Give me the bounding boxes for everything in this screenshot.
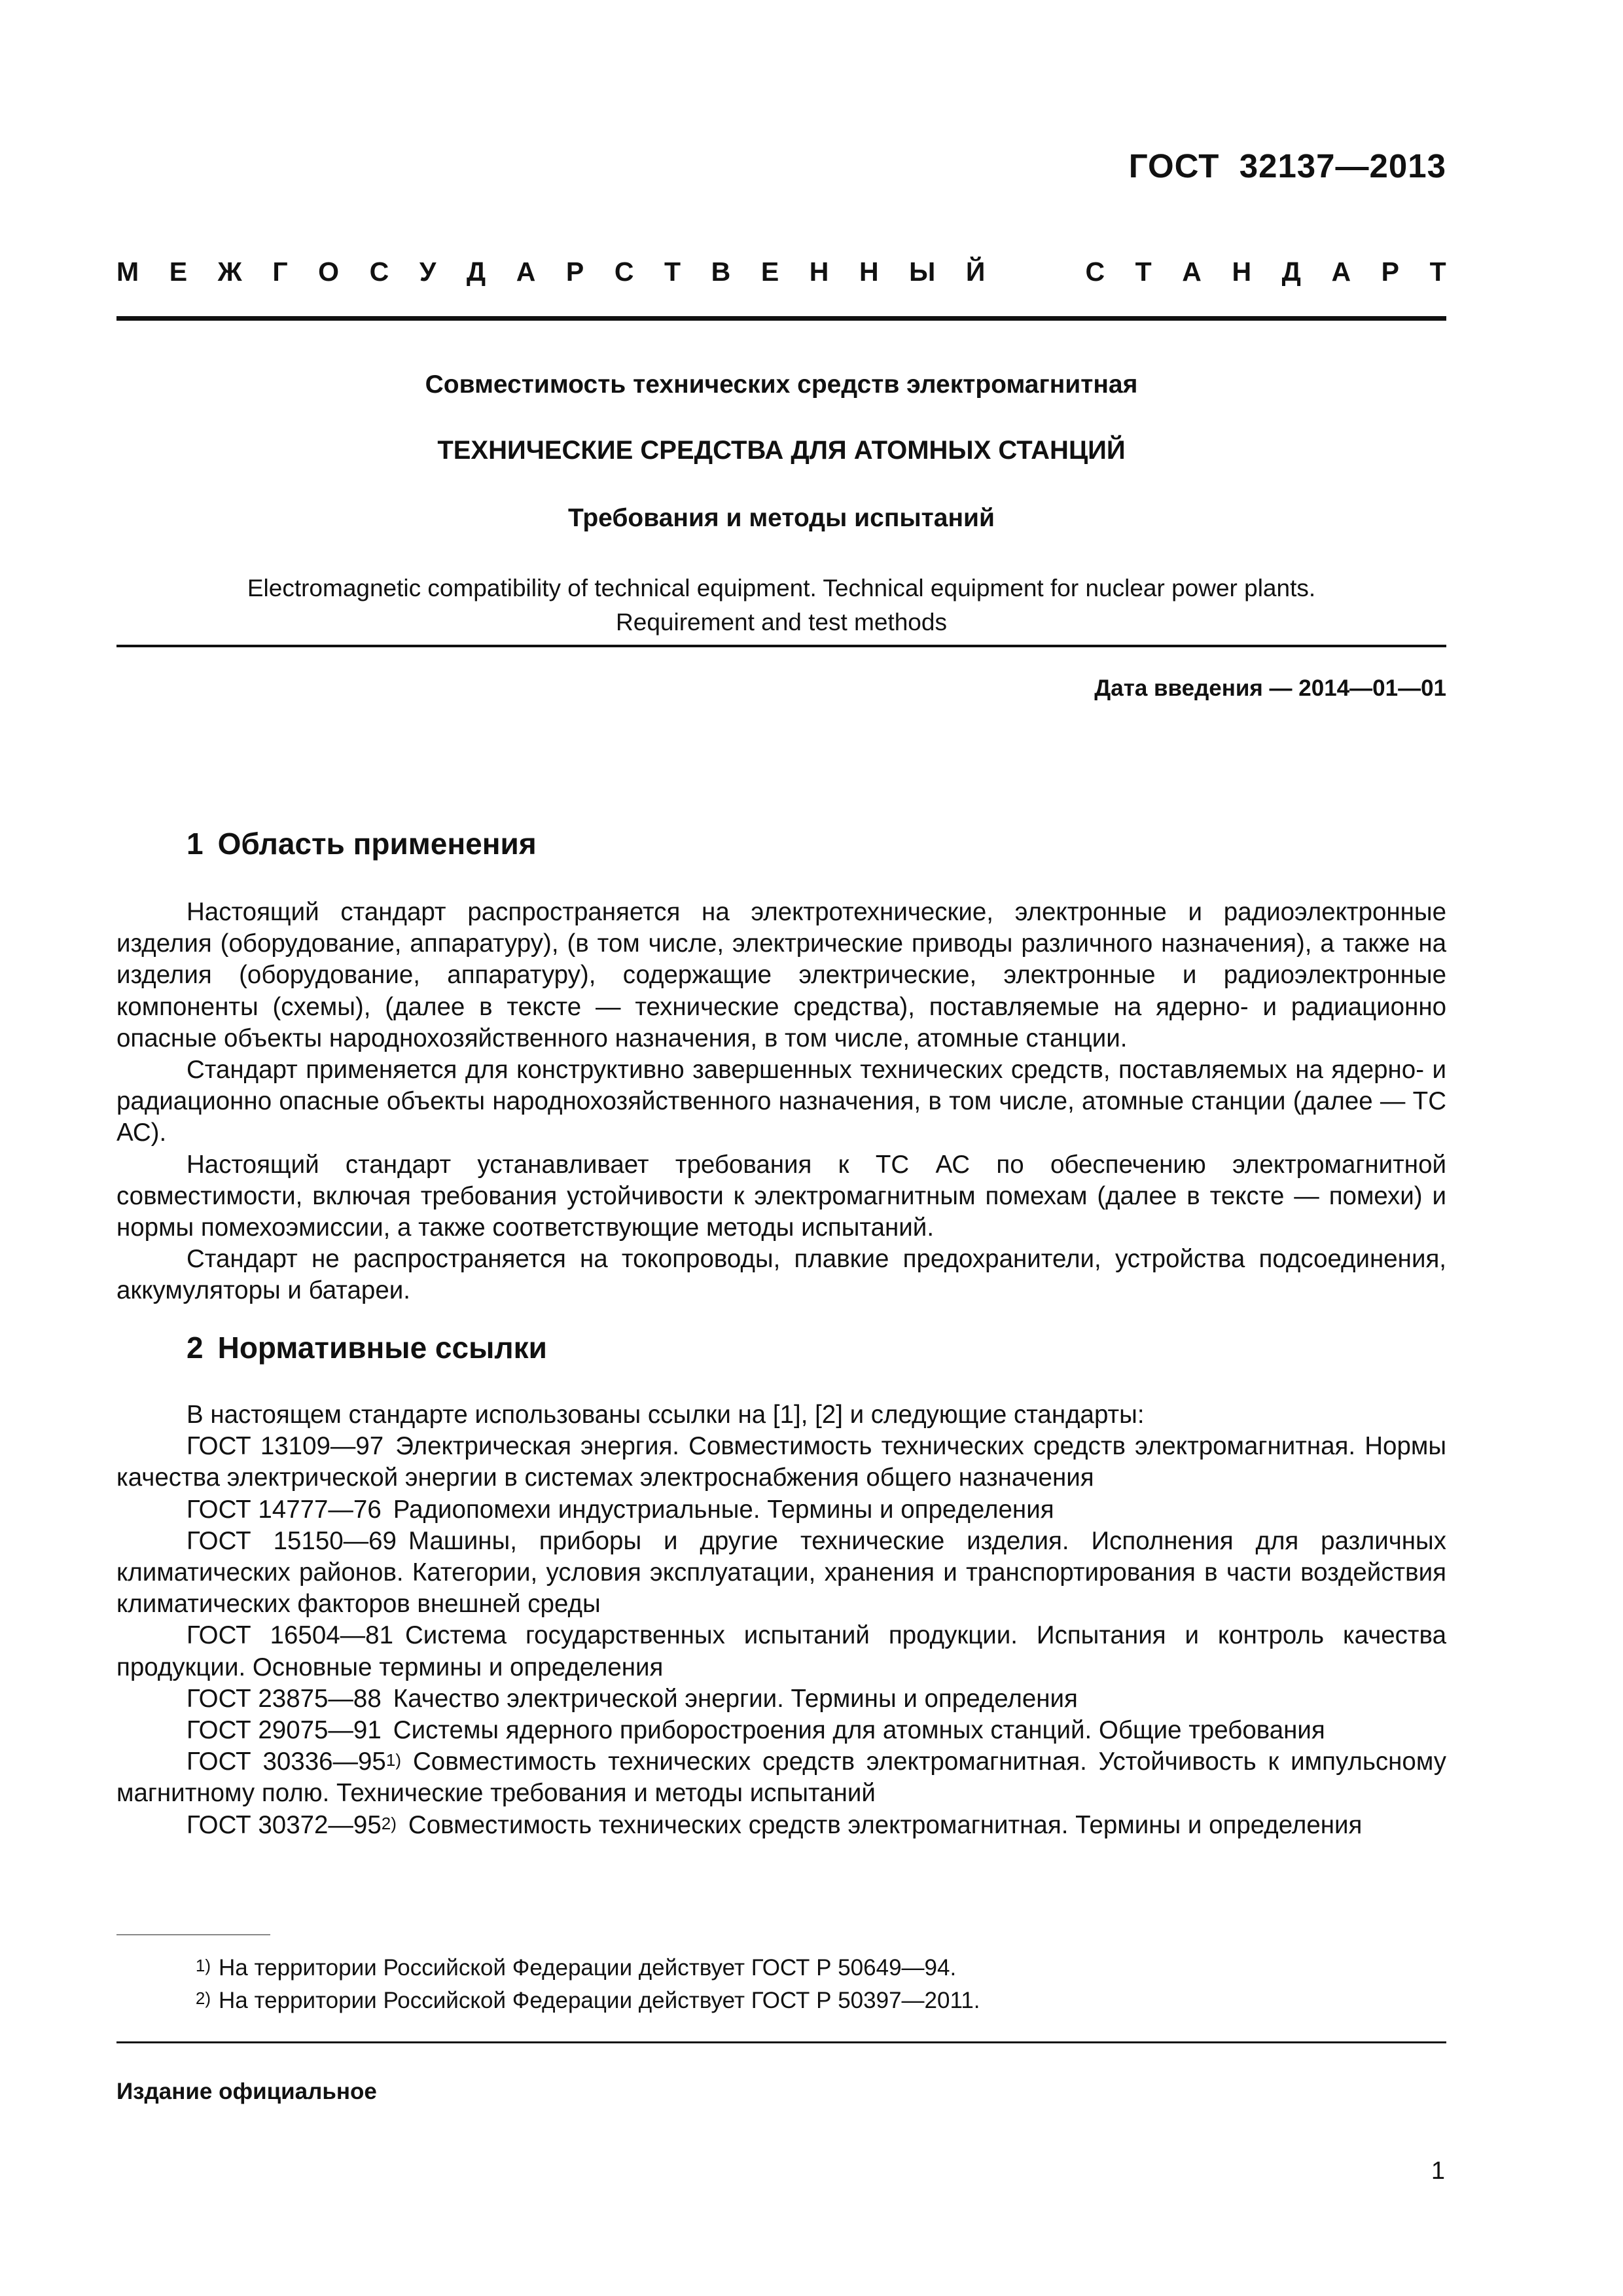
banner-letter: С	[614, 257, 634, 287]
banner-letter: А	[1331, 257, 1351, 287]
interstate-standard-banner	[116, 257, 1446, 287]
footnote-text: На территории Российской Федерации действует ГОСТ Р 50397—2011.	[219, 1988, 980, 2013]
banner-letter: Г	[272, 257, 288, 287]
reference-text: Качество электрической энергии. Термины и определения	[393, 1684, 1078, 1713]
paragraph: Стандарт не распространяется на токопроводы, плавкие предохранители, устройства подсоединения, аккумуляторы и батареи.	[116, 1245, 1446, 1305]
paragraph: Стандарт применяется для конструктивно завершенных технических средств, поставляемых на ядерно- и радиационно опасные объекты народнохозяйственного назначения, в том числе, атомные станции (далее — ТС АС).	[116, 1056, 1446, 1147]
reference-text: Машины, приборы и другие технические изделия. Исполнения для различных климатических районов. Категории, условия эксплуатации, хранения и транспортирования в части воздействия климатических факторов внешней среды	[116, 1526, 1446, 1619]
reference-code: ГОСТ 29075—91	[187, 1716, 382, 1745]
reference-item	[116, 1810, 1446, 1841]
section-2-number: 2	[187, 1331, 204, 1365]
banner-letter: В	[711, 257, 731, 287]
page-number: 1	[1431, 2157, 1445, 2185]
reference-item	[116, 1526, 1446, 1621]
references-intro: В настоящем стандарте использованы ссылки на [1], [2] и следующие стандарты:	[187, 1401, 1145, 1429]
banner-letter: Е	[760, 257, 779, 287]
footnote-marker: 1)	[385, 1750, 401, 1770]
banner-letter: Д	[1281, 257, 1301, 287]
section-1-title: Область применения	[217, 827, 537, 861]
paragraph: Настоящий стандарт устанавливает требования к ТС АС по обеспечению электромагнитной совместимости, включая требования устойчивости к электромагнитным помехам (далее в тексте — помехи) и нормы помехоэмиссии, а также соответствующие методы испытаний.	[116, 1150, 1446, 1242]
reference-item	[116, 1431, 1446, 1494]
official-edition-label: Издание официальное	[116, 2079, 377, 2104]
reference-text: Совместимость технических средств электромагнитная. Термины и определения	[408, 1810, 1363, 1839]
section-1-heading	[187, 826, 537, 861]
reference-text: Системы ядерного приборостроения для атомных станций. Общие требования	[393, 1716, 1325, 1745]
banner-letter: Н	[859, 257, 879, 287]
title-line-1: Совместимость технических средств электромагнитная	[425, 370, 1138, 399]
section-2-title: Нормативные ссылки	[217, 1331, 547, 1365]
section-1-number: 1	[187, 827, 204, 861]
title-line-2: ТЕХНИЧЕСКИЕ СРЕДСТВА ДЛЯ АТОМНЫХ СТАНЦИЙ	[437, 436, 1126, 465]
banner-letter: Ж	[217, 257, 242, 287]
section-1-body	[116, 897, 1446, 1307]
banner-letter: Д	[466, 257, 486, 287]
reference-item	[116, 1494, 1446, 1526]
banner-letter: С	[369, 257, 389, 287]
section-2-heading	[187, 1330, 547, 1365]
footnote-divider	[116, 1934, 270, 1935]
reference-item	[116, 1715, 1446, 1746]
reference-code: ГОСТ 23875—88	[187, 1684, 382, 1713]
banner-letter: Й	[965, 257, 986, 287]
footnote: $^{1)}$ На территории Российской Федерации действует ГОСТ Р 50649—94.	[195, 1955, 957, 1981]
reference-text: Электрическая энергия. Совместимость технических средств электромагнитная. Нормы качества электрической энергии в системах электроснабжения общего назначения	[116, 1432, 1446, 1492]
banner-letter: О	[318, 257, 340, 287]
banner-letter: Е	[169, 257, 188, 287]
banner-word-gap	[1016, 257, 1055, 287]
banner-divider	[116, 316, 1446, 321]
reference-code: ГОСТ 30336—95	[187, 1748, 386, 1776]
reference-code: ГОСТ 30372—95	[187, 1810, 382, 1839]
banner-letter: Р	[1381, 257, 1400, 287]
banner-letter: Н	[1232, 257, 1252, 287]
footnote-marker: 2)	[381, 1813, 397, 1833]
title-line-3: Требования и методы испытаний	[568, 504, 995, 532]
edition-divider	[116, 2041, 1446, 2043]
banner-letter: Ы	[909, 257, 936, 287]
english-title-line-1: Electromagnetic compatibility of technical equipment. Technical equipment for nuclear power plants.	[247, 575, 1316, 601]
reference-text: Система государственных испытаний продукции. Испытания и контроль качества продукции. Основные термины и определения	[116, 1621, 1446, 1681]
banner-letter: Т	[664, 257, 681, 287]
banner-letter: Т	[1135, 257, 1152, 287]
reference-code: ГОСТ 15150—69	[187, 1526, 397, 1555]
reference-code: ГОСТ 16504—81	[187, 1621, 393, 1650]
footnote: $^{2)}$ На территории Российской Федерации действует ГОСТ Р 50397—2011.	[195, 1988, 980, 2013]
english-title-line-2: Requirement and test methods	[616, 609, 947, 636]
banner-letter: М	[116, 257, 139, 287]
document-number: ГОСТ 32137—2013	[1128, 147, 1446, 185]
reference-code: ГОСТ 13109—97	[187, 1432, 384, 1461]
reference-text: Совместимость технических средств электромагнитная. Устойчивость к импульсному магнитному полю. Технические требования и методы испытаний	[116, 1748, 1446, 1808]
banner-letter: Т	[1429, 257, 1446, 287]
introduction-date: Дата введения — 2014—01—01	[1094, 675, 1446, 701]
banner-letter: Р	[565, 257, 584, 287]
paragraph: Настоящий стандарт распространяется на электротехнические, электронные и радиоэлектронные изделия (оборудование, аппаратуру), (в том числе, электрические приводы различного назначения), а также на изделия (оборудование, аппаратуру), содержащие электрические, электронные и радиоэлектронные компоненты (схемы), (далее в тексте — технические средства), поставляемые на ядерно- и радиационно опасные объекты народнохозяйственного назначения, в том числе, атомные станции.	[116, 898, 1446, 1052]
banner-letter: А	[516, 257, 536, 287]
reference-item	[116, 1746, 1446, 1809]
footnotes	[185, 1952, 980, 2017]
banner-letter: У	[419, 257, 437, 287]
footnote-text: На территории Российской Федерации действует ГОСТ Р 50649—94.	[219, 1955, 957, 1981]
banner-letter: Н	[809, 257, 829, 287]
title-divider	[116, 645, 1446, 647]
english-title	[116, 571, 1446, 639]
section-2-body	[116, 1399, 1446, 1841]
banner-letter: А	[1182, 257, 1202, 287]
reference-item	[116, 1683, 1446, 1715]
banner-letter: С	[1085, 257, 1105, 287]
reference-item	[116, 1620, 1446, 1683]
reference-code: ГОСТ 14777—76	[187, 1495, 382, 1524]
reference-text: Радиопомехи индустриальные. Термины и определения	[393, 1495, 1054, 1524]
